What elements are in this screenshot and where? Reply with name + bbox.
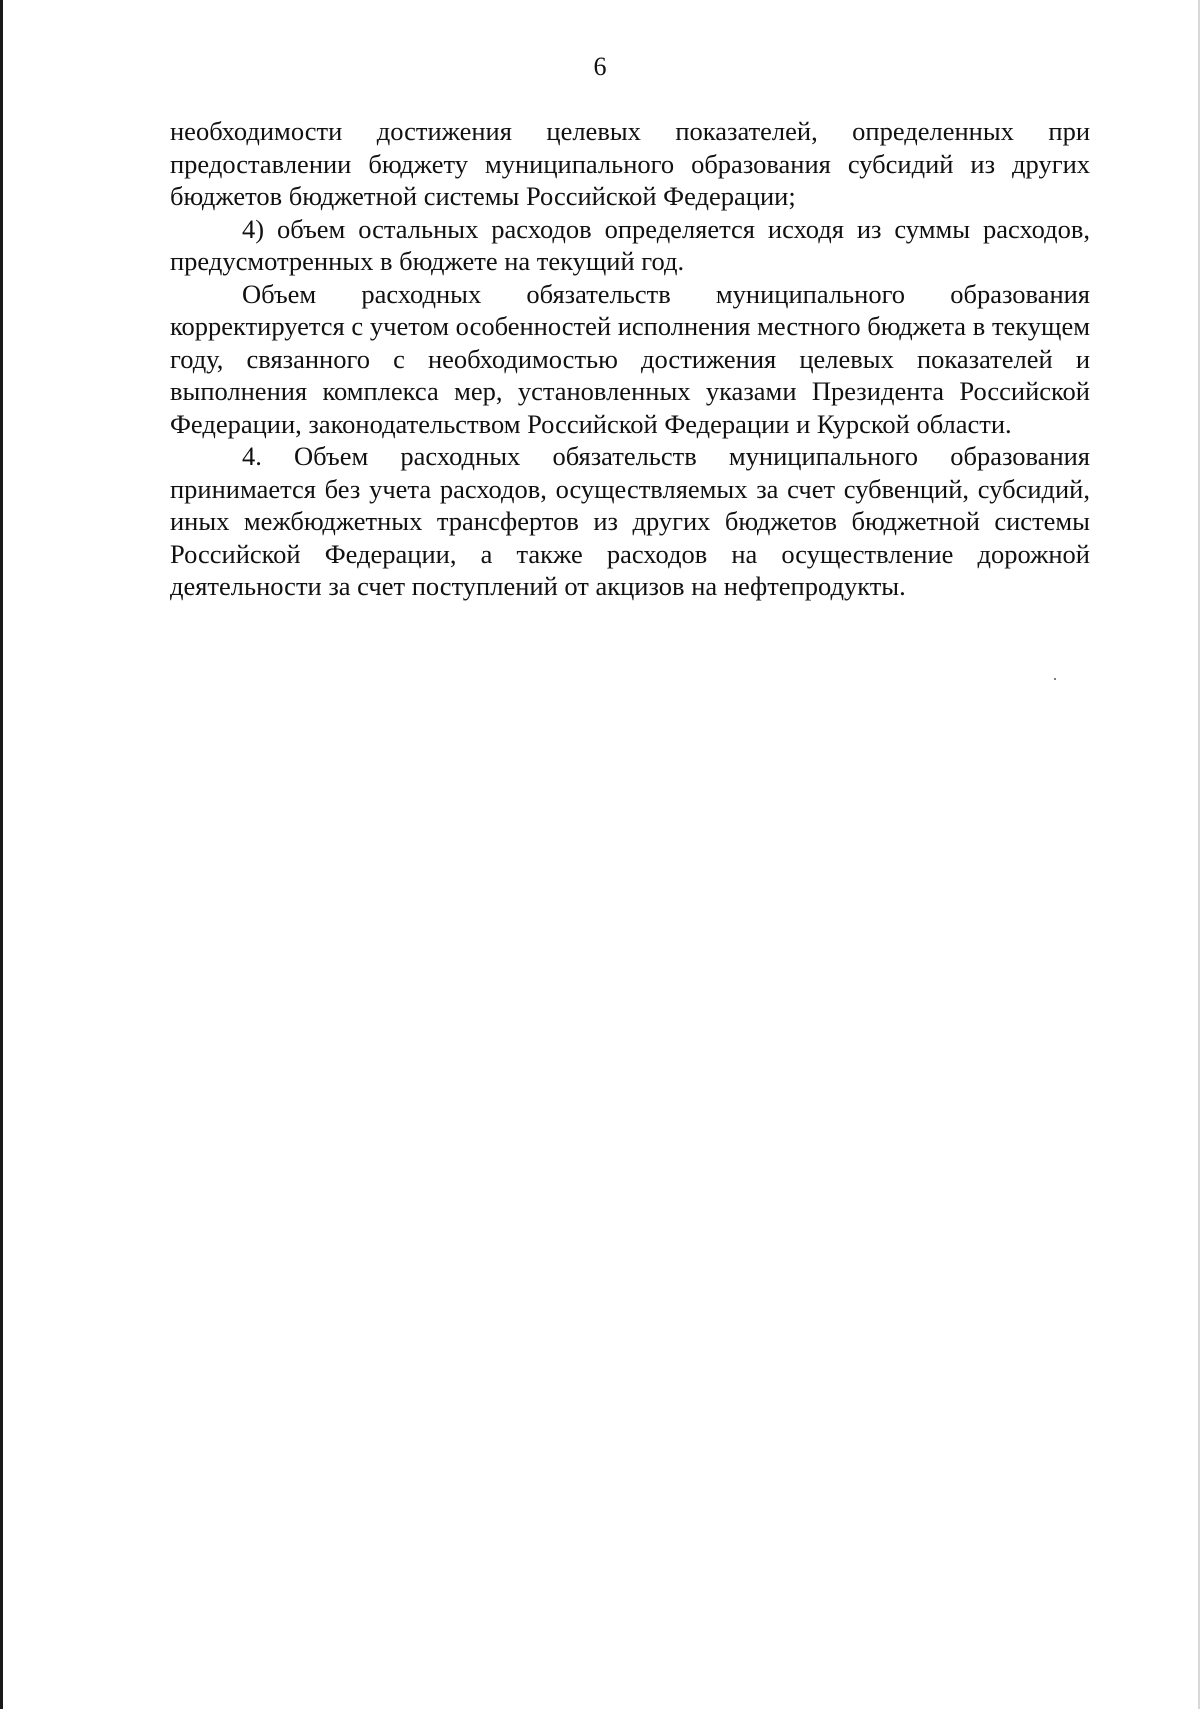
scan-left-edge [0,0,3,1709]
paragraph-continuation: необходимости достижения целевых показателей, определенных при предоставлении бюджету муниципального образования субсидий из других бюджетов бюджетной системы Российской Федерации; [170,116,1090,211]
paragraph-obligations-adjustment: Объем расходных обязательств муниципального образования корректируется с учетом особенностей исполнения местного бюджета в текущем году, связанного с необходимостью достижения целевых показателей и выполнения комплекса мер, установленных указами Президента Российской Федерации, законодательством Российской Федерации и Курской области. [170,278,1090,439]
paragraph-item-4: 4) объем остальных расходов определяется исходя из суммы расходов, предусмотренных в бюджете на текущий год. [170,213,1090,276]
scan-speck [1054,678,1056,680]
paragraph-section-4: 4. Объем расходных обязательств муниципального образования принимается без учета расходов, осуществляемых за счет субвенций, субсидий, иных межбюджетных трансфертов из других бюджетов бюджетной системы Российской Федерации, а также расходов на осуществление дорожной деятельности за счет поступлений от акцизов на нефтепродукты. [170,441,1090,601]
page-number: 6 [593,52,607,81]
document-body [170,115,1090,603]
